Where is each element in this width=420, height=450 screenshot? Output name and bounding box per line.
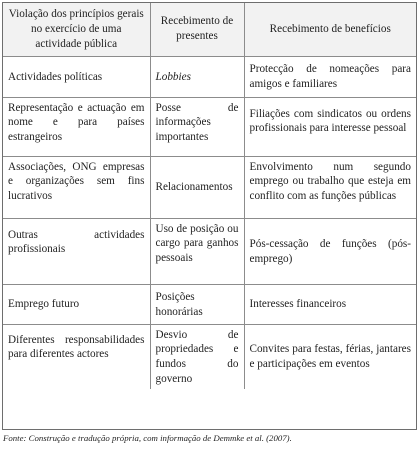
table-cell: Posições honorárias [150, 284, 244, 324]
table-row [3, 324, 416, 389]
table-header-row [3, 3, 416, 56]
header-violation: Violação dos princípios gerais no exercício de uma actividade pública [3, 3, 150, 56]
table-cell: Pós-cessação de funções (pós-emprego) [244, 218, 416, 284]
table-row [3, 218, 416, 284]
header-benefits: Recebimento de benefícios [244, 3, 416, 56]
table-cell: Lobbies [150, 56, 244, 97]
table-cell: Relacionamentos [150, 156, 244, 218]
table-cell: Protecção de nomeações para amigos e familiares [244, 56, 416, 97]
table-cell: Desvio de propriedades e fundos do governo [150, 324, 244, 389]
table-row [3, 97, 416, 156]
table-cell: Associações, ONG empresas e organizações sem fins lucrativos [3, 156, 150, 218]
table-cell: Actividades políticas [3, 56, 150, 97]
table-cell: Interesses financeiros [244, 284, 416, 324]
source-note: Fonte: Construção e tradução própria, com informação de Demmke et al. (2007). [3, 433, 292, 443]
table-row [3, 56, 416, 97]
table-frame [2, 2, 417, 430]
table-cell: Outras actividades profissionais [3, 218, 150, 284]
table-cell: Uso de posição ou cargo para ganhos pessoais [150, 218, 244, 284]
table-cell: Diferentes responsabilidades para diferentes actores [3, 324, 150, 389]
table-cell: Envolvimento num segundo emprego ou trabalho que esteja em conflito com as funções públicas [244, 156, 416, 218]
ethics-table [3, 3, 416, 389]
header-gifts: Recebimento de presentes [150, 3, 244, 56]
table-row [3, 156, 416, 218]
table-cell: Filiações com sindicatos ou ordens profissionais para interesse pessoal [244, 97, 416, 156]
table-cell: Convites para festas, férias, jantares e participações em eventos [244, 324, 416, 389]
table-row [3, 284, 416, 324]
table-cell: Posse de informações importantes [150, 97, 244, 156]
table-cell: Representação e actuação em nome e para países estrangeiros [3, 97, 150, 156]
table-cell: Emprego futuro [3, 284, 150, 324]
